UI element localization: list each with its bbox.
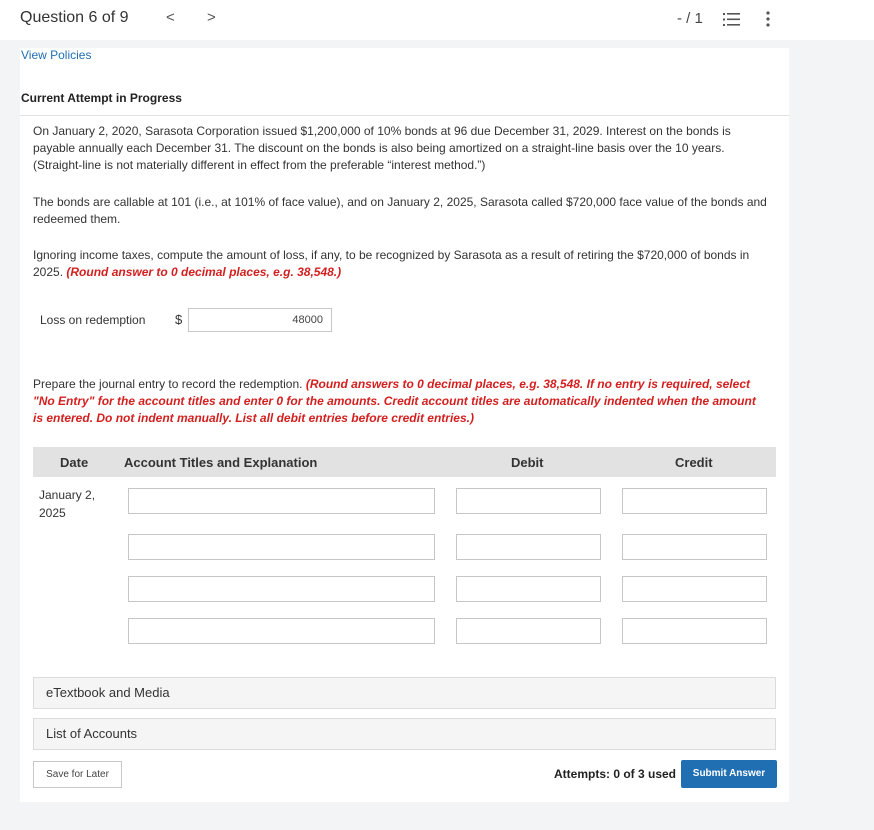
submit-answer-button[interactable]: Submit Answer (681, 760, 777, 788)
debit-input[interactable] (456, 488, 601, 514)
debit-input[interactable] (456, 618, 601, 644)
more-vertical-icon[interactable] (764, 10, 772, 28)
loss-on-redemption-label: Loss on redemption (40, 313, 146, 327)
credit-column-header: Credit (675, 455, 713, 470)
journal-date (39, 486, 95, 522)
problem-paragraph-3 (33, 247, 773, 281)
problem-paragraph-1: On January 2, 2020, Sarasota Corporation issued $1,200,000 of 10% bonds at 96 due December 31, 2029. Interest on the bonds is payable annually each December 31. The discount on the bonds is also being amortized on a straight-line basis over the 10 years. (Straight-line is not materially different in effect from the preferable “interest method.”) (33, 124, 731, 172)
account-column-header: Account Titles and Explanation (124, 455, 318, 470)
date-line-1: January 2, (39, 488, 96, 502)
prev-question-button[interactable]: < (166, 9, 175, 26)
attempts-counter: Attempts: 0 of 3 used (554, 767, 677, 781)
paragraph-3-text: Ignoring income taxes, compute the amount of loss, if any, to be recognized by Sarasota as a result of retiring the $720,000 of bonds in 2025. (33, 248, 750, 279)
next-question-button[interactable]: > (207, 9, 216, 26)
list-icon[interactable] (723, 12, 740, 27)
problem-paragraph-2: The bonds are callable at 101 (i.e., at 101% of face value), and on January 2, 2025, Sarasota called $720,000 face value of the bonds and redeemed them. (33, 195, 767, 226)
debit-input[interactable] (456, 576, 601, 602)
debit-column-header: Debit (511, 455, 544, 470)
rounding-note: (Round answer to 0 decimal places, e.g. 38,548.) (66, 265, 342, 279)
view-policies-link[interactable]: View Policies (21, 48, 92, 62)
top-bar (0, 0, 874, 40)
date-column-header: Date (60, 455, 89, 470)
account-title-input[interactable] (128, 576, 435, 602)
account-title-input[interactable] (128, 534, 435, 560)
score-label: - / 1 (677, 10, 703, 27)
divider (20, 115, 789, 116)
credit-input[interactable] (622, 618, 767, 644)
currency-symbol: $ (175, 312, 183, 327)
question-label: Question 6 of 9 (20, 9, 129, 26)
journal-instructions-note: (Round answers to 0 decimal places, e.g. 38,548. If no entry is required, select "No Entry" for the account titles and enter 0 for the amounts. Credit account titles are automatically indented when the amount is entered. Do not indent manually. List all debit entries before credit entries.) (33, 377, 756, 425)
list-of-accounts-section[interactable]: List of Accounts (33, 718, 776, 750)
account-title-input[interactable] (128, 618, 435, 644)
journal-table-header (33, 447, 776, 477)
save-for-later-button[interactable]: Save for Later (33, 761, 122, 788)
attempt-status: Current Attempt in Progress (21, 91, 182, 105)
paragraph-4-text: Prepare the journal entry to record the redemption. (33, 377, 306, 391)
etextbook-section[interactable]: eTextbook and Media (33, 677, 776, 709)
credit-input[interactable] (622, 576, 767, 602)
credit-input[interactable] (622, 488, 767, 514)
problem-paragraph-4 (33, 376, 768, 427)
account-title-input[interactable] (128, 488, 435, 514)
loss-amount-input[interactable]: 48000 (188, 308, 332, 332)
credit-input[interactable] (622, 534, 767, 560)
date-line-2: 2025 (39, 506, 66, 520)
debit-input[interactable] (456, 534, 601, 560)
